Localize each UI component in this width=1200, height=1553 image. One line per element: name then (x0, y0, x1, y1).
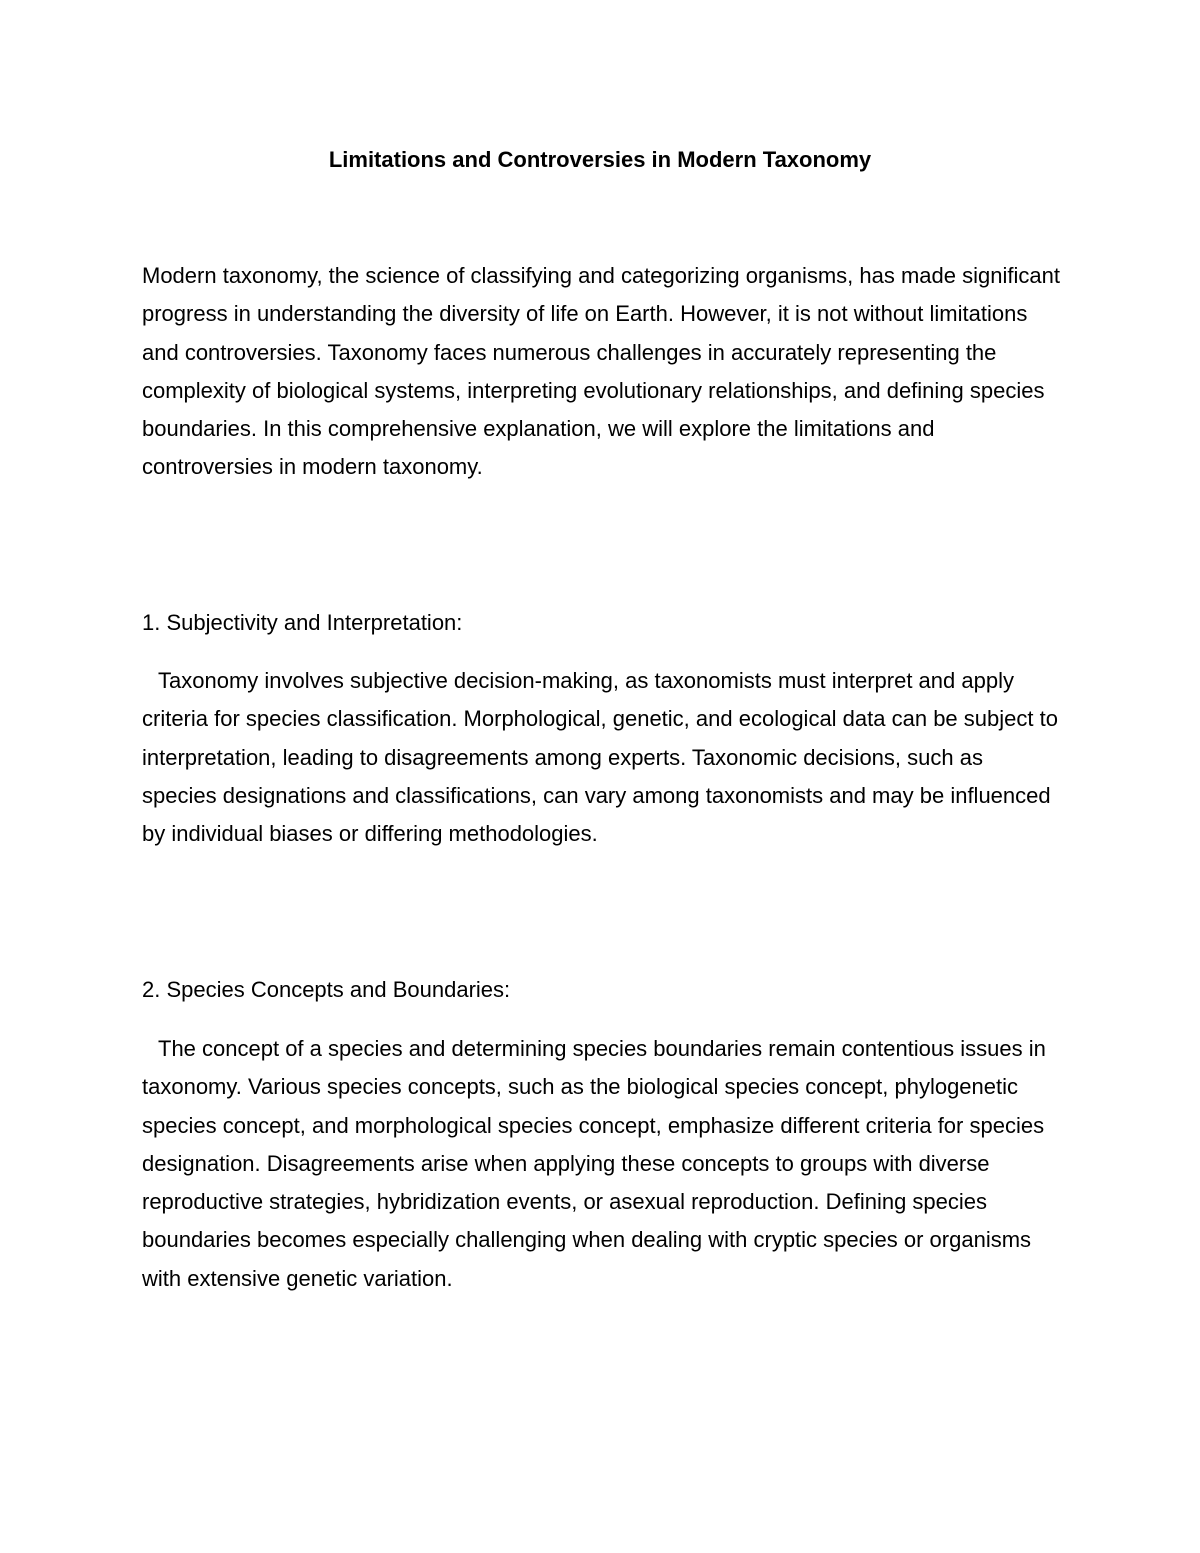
section-heading-species-concepts: 2. Species Concepts and Boundaries: (142, 977, 511, 1002)
section-body-species-concepts: The concept of a species and determining species boundaries remain contentious issues in taxonomy. Various species concepts, such as the biological species concept, phylogenetic species concept, and morphological species concept, emphasize different criteria for species designation. Disagreements arise when applying these concepts to groups with diverse reproductive strategies, hybridization events, or asexual reproduction. Defining species boundaries becomes especially challenging when dealing with cryptic species or organisms with extensive genetic variation. (142, 1036, 1046, 1291)
section-heading-subjectivity: 1. Subjectivity and Interpretation: (142, 610, 463, 635)
document-title: Limitations and Controversies in Modern Taxonomy (328, 147, 872, 172)
section-body-subjectivity: Taxonomy involves subjective decision-making, as taxonomists must interpret and apply criteria for species classification. Morphological, genetic, and ecological data can be subject to interpretation, leading to disagreements among experts. Taxonomic decisions, such as species designations and classifications, can vary among taxonomists and may be influenced by individual biases or differing methodologies. (142, 668, 1058, 847)
intro-paragraph: Modern taxonomy, the science of classifying and categorizing organisms, has made significant progress in understanding the diversity of life on Earth. However, it is not without limitations and controversies. Taxonomy faces numerous challenges in accurately representing the complexity of biological systems, interpreting evolutionary relationships, and defining species boundaries. In this comprehensive explanation, we will explore the limitations and controversies in modern taxonomy. (142, 263, 1060, 480)
